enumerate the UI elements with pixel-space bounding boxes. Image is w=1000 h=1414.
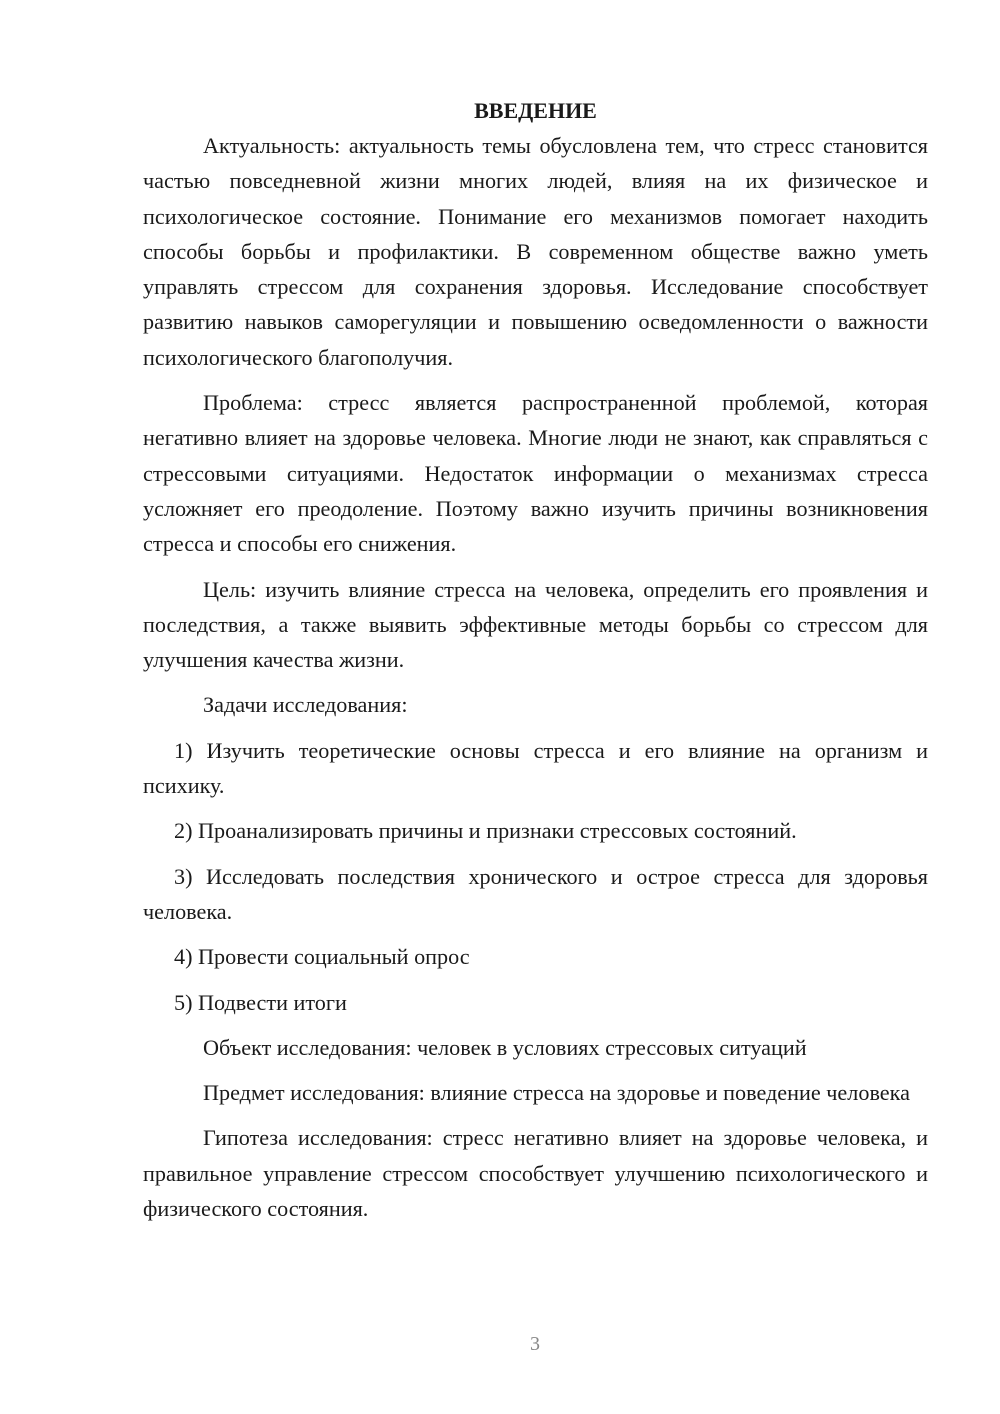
subject-paragraph: Предмет исследования: влияние стресса на здоровье и поведение человека xyxy=(203,1080,910,1106)
document-page xyxy=(143,93,928,1226)
tasks-heading: Задачи исследования: xyxy=(203,692,408,718)
task-item-5: 5) Подвести итоги xyxy=(174,989,347,1015)
object-paragraph: Объект исследования: человек в условиях стрессовых ситуаций xyxy=(203,1034,807,1060)
section-heading: ВВЕДЕНИЕ xyxy=(474,98,597,123)
task-item-4: 4) Провести социальный опрос xyxy=(174,944,470,970)
page-number: 3 xyxy=(530,1333,540,1355)
problem-paragraph: Проблема: стресс является распространенной проблемой, которая негативно влияет на здоровье человека. Многие люди не знают, как справляться с стрессовыми ситуациями. Недостаток информации о механизмах стресса усложняет его преодоление. Поэтому важно изучить причины возникновения стресса и способы его снижения. xyxy=(143,390,928,557)
hypothesis-paragraph: Гипотеза исследования: стресс негативно влияет на здоровье человека, и правильное управление стрессом способствует улучшению психологического и физического состояния. xyxy=(143,1125,928,1222)
goal-paragraph: Цель: изучить влияние стресса на человека, определить его проявления и последствия, а также выявить эффективные методы борьбы со стрессом для улучшения качества жизни. xyxy=(143,576,928,673)
task-item-3: 3) Исследовать последствия хронического и острое стресса для здоровья человека. xyxy=(143,863,928,924)
task-item-1: 1) Изучить теоретические основы стресса и его влияние на организм и психику. xyxy=(143,737,928,799)
relevance-paragraph: Актуальность: актуальность темы обусловлена тем, что стресс становится частью повседневной жизни многих людей, влияя на их физическое и психологическое состояние. Понимание его механизмов помогает находить способы борьбы и профилактики. В современном обществе важно уметь управлять стрессом для сохранения здоровья. Исследование способствует развитию навыков саморегуляции и повышению осведомленности о важности психологического благополучия. xyxy=(143,133,928,370)
task-item-2: 2) Проанализировать причины и признаки стрессовых состояний. xyxy=(174,818,797,844)
